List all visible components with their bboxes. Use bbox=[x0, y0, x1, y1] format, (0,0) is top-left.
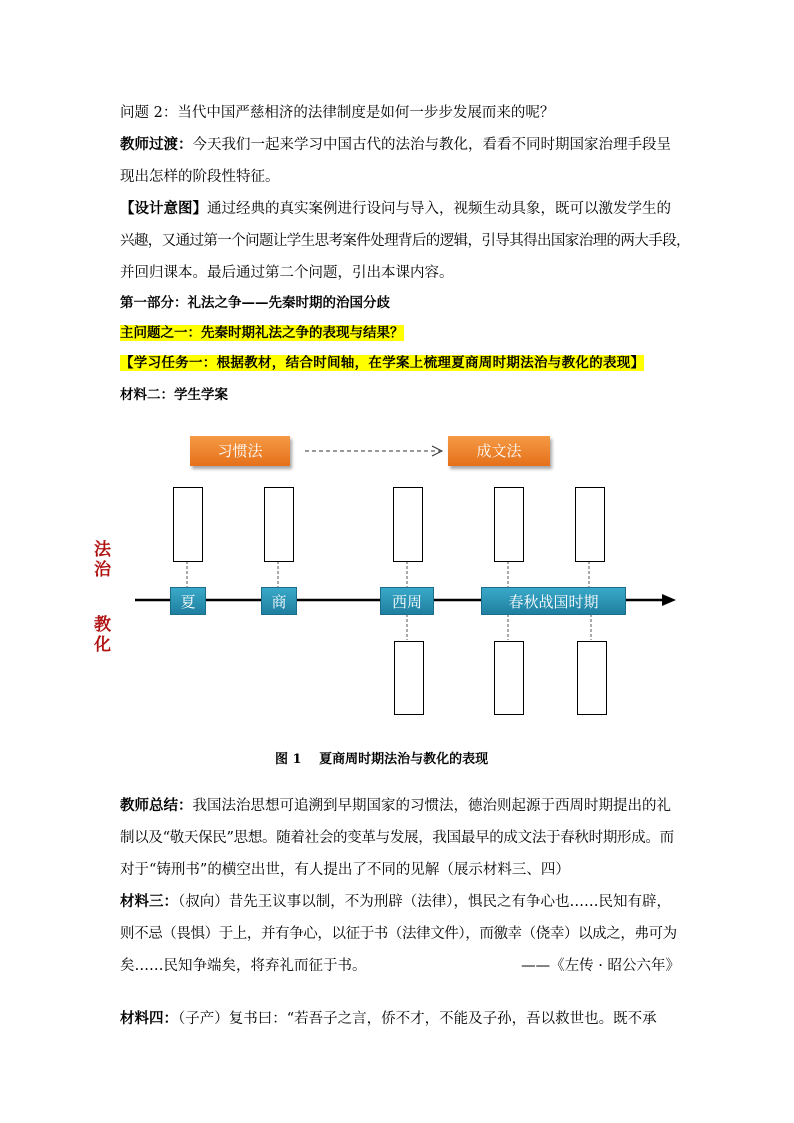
side-label-jiaohua bbox=[94, 615, 114, 655]
summary-label: 教师总结： bbox=[120, 797, 193, 814]
side-char: 法 bbox=[94, 540, 111, 560]
answer-box-law-shang[interactable] bbox=[264, 487, 294, 562]
main-question bbox=[120, 317, 680, 349]
material-4-text: （子产）复书曰：“若吾子之言，侨不才，不能及子孙，吾以救世也。既不承 bbox=[178, 1011, 657, 1027]
material-3-text: （叔向）昔先王议事以制，不为刑辟（法律），惧民之有争心也……民知有辟， bbox=[178, 894, 671, 910]
question-2: 问题 2：当代中国严慈相济的法律制度是如何一步步发展而来的呢？ bbox=[120, 105, 555, 121]
era-xia: 夏 bbox=[170, 587, 206, 615]
written-law-box: 成文法 bbox=[448, 436, 550, 466]
summary-text-2: 制以及“敬天保民”思想。随着社会的变革与发展，我国最早的成文法于春秋时期形成。而 bbox=[120, 830, 674, 846]
transition-text-2: 现出怎样的阶段性特征。 bbox=[120, 169, 280, 185]
side-char: 化 bbox=[94, 635, 111, 655]
customary-law-box: 习惯法 bbox=[190, 436, 290, 466]
teacher-summary bbox=[120, 790, 680, 822]
material-4-label: 材料四： bbox=[120, 1010, 178, 1027]
answer-box-law-chunqiu-2[interactable] bbox=[575, 487, 605, 562]
transition-text: 今天我们一起来学习中国古代的法治与教化，看看不同时期国家治理手段呈 bbox=[192, 137, 671, 153]
part-1-heading: 第一部分：礼法之争——先秦时期的治国分歧 bbox=[120, 295, 390, 311]
side-label-fazhi bbox=[94, 540, 114, 580]
side-char: 治 bbox=[94, 560, 111, 580]
era-chunqiu-zhanguo: 春秋战国时期 bbox=[481, 587, 626, 615]
answer-box-law-xia[interactable] bbox=[173, 487, 203, 562]
answer-box-law-xizhou[interactable] bbox=[393, 487, 423, 562]
design-label: 【设计意图】 bbox=[120, 200, 207, 217]
learning-task-text: 【学习任务一：根据教材，结合时间轴，在学案上梳理夏商周时期法治与教化的表现】 bbox=[120, 355, 645, 371]
transition-label: 教师过渡： bbox=[120, 136, 193, 153]
design-text-3: 并回归课本。最后通过第二个问题，引出本课内容。 bbox=[120, 265, 454, 281]
figure-caption: 图 1 夏商周时期法治与教化的表现 bbox=[275, 752, 489, 767]
teacher-transition bbox=[120, 129, 680, 161]
material-2: 材料二：学生学案 bbox=[120, 387, 228, 403]
material-3-text-2: 则不忌（畏惧）于上，并有争心，以征于书（法律文件），而徼幸（侥幸）以成之，弗可为 bbox=[120, 926, 677, 942]
answer-box-law-chunqiu-1[interactable] bbox=[494, 487, 524, 562]
design-text: 通过经典的真实案例进行设问与导入，视频生动具象，既可以激发学生的 bbox=[207, 201, 671, 217]
learning-task bbox=[120, 347, 680, 379]
era-xizhou: 西周 bbox=[380, 587, 434, 615]
material-4 bbox=[120, 1003, 680, 1035]
material-3-label: 材料三： bbox=[120, 893, 178, 910]
timeline-arrow-icon bbox=[662, 594, 676, 606]
summary-text: 我国法治思想可追溯到早期国家的习惯法，德治则起源于西周时期提出的礼 bbox=[192, 798, 671, 814]
era-shang: 商 bbox=[261, 587, 297, 615]
design-text-2: 兴趣，又通过第一个问题让学生思考案件处理背后的逻辑，引导其得出国家治理的两大手段， bbox=[120, 233, 690, 249]
dashed-arrow-head bbox=[432, 446, 442, 456]
material-3-source: ——《左传 · 昭公六年》 bbox=[521, 958, 680, 974]
material-3 bbox=[120, 886, 680, 918]
design-intent bbox=[120, 193, 680, 225]
main-question-text: 主问题之一：先秦时期礼法之争的表现与结果？ bbox=[120, 325, 404, 341]
summary-text-3: 对于“铸刑书”的横空出世，有人提出了不同的见解（展示材料三、四） bbox=[120, 862, 570, 878]
answer-box-edu-chunqiu-1[interactable] bbox=[494, 641, 524, 715]
answer-box-edu-chunqiu-2[interactable] bbox=[577, 641, 607, 715]
side-char: 教 bbox=[94, 615, 111, 635]
material-3-text-3: 矣……民知争端矣，将弃礼而征于书。 bbox=[120, 958, 367, 974]
answer-box-edu-xizhou[interactable] bbox=[394, 641, 424, 715]
